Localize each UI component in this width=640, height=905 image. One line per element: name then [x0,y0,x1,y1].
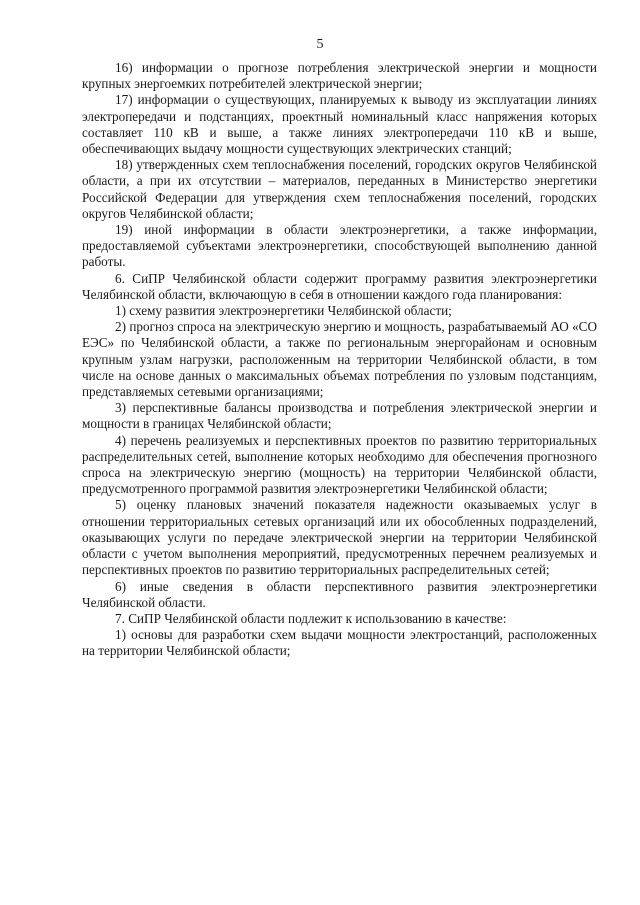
paragraph-section-6-item-5: 5) оценку плановых значений показателя надежности оказываемых услуг в отношении территориальных сетевых организаций или их обособленных подразделений, оказывающих услуги по передаче электрической энергии на территории Челябинской области с учетом выполнения мероприятий, предусмотренных перечнем реализуемых и перспективных проектов по развитию территориальных распределительных сетей; [82,497,597,578]
paragraph-item-19: 19) иной информации в области электроэнергетики, а также информации, предоставляемой субъектами электроэнергетики, способствующей выполнению данной работы. [82,222,597,270]
paragraph-section-6-item-4: 4) перечень реализуемых и перспективных проектов по развитию территориальных распределительных сетей, выполнение которых необходимо для обеспечения прогнозного спроса на электрическую энергию (мощность) на территории Челябинской области, предусмотренного программой развития электроэнергетики Челябинской области; [82,432,597,497]
page-number: 5 [316,37,324,52]
paragraph-section-7-item-1: 1) основы для разработки схем выдачи мощности электростанций, расположенных на территории Челябинской области; [82,627,597,659]
paragraph-section-7: 7. СиПР Челябинской области подлежит к использованию в качестве: [115,610,507,626]
paragraph-item-18: 18) утвержденных схем теплоснабжения поселений, городских округов Челябинской области, а при их отсутствии – материалов, переданных в Министерство энергетики Российской Федерации для утверждения схем теплоснабжения поселений, городских округов Челябинской области; [82,157,597,221]
paragraph-section-6: 6. СиПР Челябинской области содержит программу развития электроэнергетики Челябинской области, включающую в себя в отношении каждого года планирования: [82,270,597,302]
paragraph-section-6-item-2: 2) прогноз спроса на электрическую энергию и мощность, разрабатываемый АО «СО ЕЭС» по Челябинской области, а также по региональным энергорайонам и основным крупным узлам нагрузки, расположенным на территории Челябинской области, в том числе на основе данных о максимальных объемах потребления по узловым подстанциям, представляемых сетевыми организациями; [82,319,597,400]
paragraph-section-6-item-3: 3) перспективные балансы производства и потребления электрической энергии и мощности в границах Челябинской области; [82,400,597,432]
document-body [82,60,597,660]
paragraph-section-6-item-1: 1) схему развития электроэнергетики Челябинской области; [115,303,452,319]
paragraph-section-6-item-6: 6) иные сведения в области перспективного развития электроэнергетики Челябинской области. [82,578,597,610]
paragraph-item-16: 16) информации о прогнозе потребления электрической энергии и мощности крупных энергоемких потребителей электрической энергии; [82,60,597,92]
paragraph-item-17: 17) информации о существующих, планируемых к выводу из эксплуатации линиях электропередачи и подстанциях, проектный номинальный класс напряжения которых составляет 110 кВ и выше, а также линиях электропередачи 110 кВ и выше, обеспечивающих выдачу мощности существующих электрических станций; [82,92,597,157]
